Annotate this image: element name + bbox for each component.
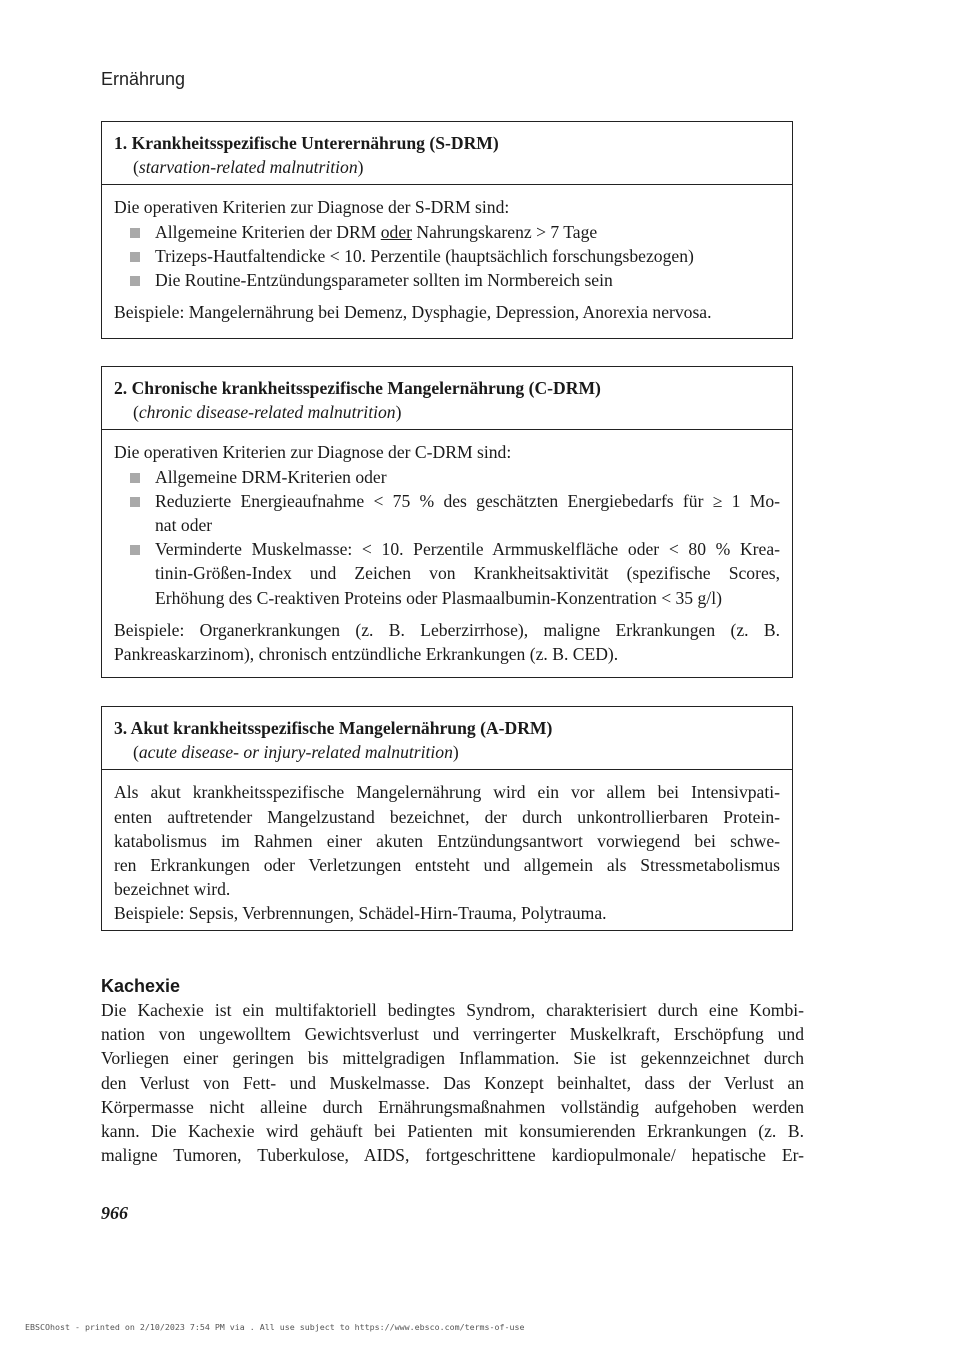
- kachexie-section: [101, 974, 804, 1167]
- sdrm-bullet1-underlined: oder: [380, 221, 412, 242]
- cdrm-examples-line2: Pankreaskarzinom), chronisch entzündliche Erkrankungen (z. B. CED).: [114, 644, 619, 665]
- square-bullet-icon: [130, 545, 140, 555]
- adrm-subtitle: (acute disease- or injury-related malnutrition): [133, 742, 459, 763]
- adrm-examples: Beispiele: Sepsis, Verbrennungen, Schädel-Hirn-Trauma, Polytrauma.: [114, 903, 607, 924]
- sdrm-box-header: [102, 122, 792, 185]
- footer-notice: EBSCOhost - printed on 2/10/2023 7:54 PM via . All use subject to https://www.ebsco.com/terms-of-use: [25, 1322, 525, 1332]
- square-bullet-icon: [130, 228, 140, 238]
- square-bullet-icon: [130, 497, 140, 507]
- cdrm-box-header: [102, 367, 792, 430]
- kachexie-line5: Körpermasse nicht alleine durch Ernährungsmaßnahmen vollständig aufgehoben werden: [101, 1096, 804, 1117]
- adrm-subtitle-text: acute disease- or injury-related malnutrition: [138, 742, 453, 763]
- sdrm-bullet1-post: Nahrungskarenz > 7 Tage: [412, 221, 598, 242]
- sdrm-bullet2: Trizeps-Hautfaltendicke < 10. Perzentile (hauptsächlich forschungsbezogen): [155, 245, 694, 266]
- kachexie-line2: nation von ungewolltem Gewichtsverlust und verringerter Muskelkraft, Erschöpfung und: [101, 1024, 804, 1045]
- sdrm-box-body: [102, 185, 792, 327]
- cdrm-bullet1: Allgemeine DRM-Kriterien oder: [155, 466, 387, 487]
- cdrm-examples: [114, 618, 780, 666]
- kachexie-paragraph: [101, 998, 804, 1167]
- cdrm-subtitle: (chronic disease-related malnutrition): [133, 402, 402, 423]
- square-bullet-icon: [130, 276, 140, 286]
- adrm-box: [101, 706, 793, 931]
- list-item: [114, 244, 780, 268]
- sdrm-subtitle: (starvation-related malnutrition): [133, 157, 364, 178]
- adrm-box-header: [102, 707, 792, 770]
- sdrm-box: [101, 121, 793, 339]
- cdrm-bullet3-line2: tinin-Größen-Index und Zeichen von Krankheitsaktivität (spezifische Scores,: [155, 563, 780, 584]
- cdrm-box-body: [102, 430, 792, 669]
- cdrm-title: 2. Chronische krankheitsspezifische Mangelernährung (C-DRM): [114, 378, 601, 398]
- cdrm-bullet3-line3: Erhöhung des C-reaktiven Proteins oder Plasmaalbumin-Konzentration < 35 g/l): [155, 587, 722, 608]
- adrm-box-body: [102, 770, 792, 928]
- kachexie-heading: Kachexie: [101, 976, 181, 996]
- list-item: [114, 537, 780, 610]
- sdrm-intro: Die operativen Kriterien zur Diagnose der S-DRM sind:: [114, 197, 510, 218]
- adrm-title: 3. Akut krankheitsspezifische Mangelernährung (A-DRM): [114, 718, 553, 738]
- page-number: 966: [101, 1203, 128, 1223]
- list-item: [114, 220, 780, 244]
- sdrm-title: 1. Krankheitsspezifische Unterernährung (S-DRM): [114, 133, 499, 153]
- adrm-text-line1: Als akut krankheitsspezifische Mangelernährung wird ein vor allem bei Intensivpati-: [114, 782, 780, 803]
- square-bullet-icon: [130, 252, 140, 262]
- kachexie-line6: kann. Die Kachexie wird gehäuft bei Patienten mit konsumierenden Erkrankungen (z. B.: [101, 1121, 804, 1142]
- kachexie-line7: maligne Tumoren, Tuberkulose, AIDS, fortgeschrittene kardiopulmonale/ hepatische Er-: [101, 1145, 804, 1166]
- running-head: Ernährung: [101, 69, 186, 89]
- sdrm-examples: Beispiele: Mangelernährung bei Demenz, Dysphagie, Depression, Anorexia nervosa.: [114, 302, 712, 323]
- sdrm-subtitle-text: starvation-related malnutrition: [138, 157, 358, 178]
- adrm-text-line4: ren Erkrankungen oder Verletzungen entsteht und allgemein als Stressmetabolismus: [114, 855, 780, 876]
- adrm-text-line5: bezeichnet wird.: [114, 879, 231, 900]
- list-item: [114, 489, 780, 537]
- adrm-text-line3: katabolismus im Rahmen einer akuten Entzündungsantwort vorwiegend bei schwe-: [114, 830, 780, 851]
- adrm-text-line2: enten auftretender Mangelzustand bezeichnet, der durch unkontrollierbaren Protein-: [114, 806, 780, 827]
- cdrm-bullet3-line1: Verminderte Muskelmasse: < 10. Perzentile Armmuskelfläche oder < 80 % Krea-: [155, 539, 780, 560]
- square-bullet-icon: [130, 473, 140, 483]
- kachexie-line4: den Verlust von Fett- und Muskelmasse. Das Konzept beinhaltet, dass der Verlust an: [101, 1072, 804, 1093]
- list-item: [114, 268, 780, 292]
- list-item: [114, 465, 780, 489]
- kachexie-line1: Die Kachexie ist ein multifaktoriell bedingtes Syndrom, charakterisiert durch eine Kombi-: [101, 1000, 804, 1020]
- kachexie-line3: Vorliegen einer geringen bis mittelgradigen Inflammation. Sie ist gekennzeichnet durch: [101, 1048, 804, 1069]
- sdrm-bullet3: Die Routine-Entzündungsparameter sollten im Normbereich sein: [155, 270, 613, 291]
- cdrm-examples-line1: Beispiele: Organerkrankungen (z. B. Leberzirrhose), maligne Erkrankungen (z. B.: [114, 619, 780, 640]
- cdrm-criteria-list: [114, 465, 780, 610]
- cdrm-subtitle-text: chronic disease-related malnutrition: [138, 402, 396, 423]
- cdrm-intro: Die operativen Kriterien zur Diagnose der C-DRM sind:: [114, 442, 512, 463]
- sdrm-criteria-list: [114, 220, 780, 293]
- adrm-text: [114, 780, 780, 925]
- cdrm-box: [101, 366, 793, 678]
- sdrm-bullet1-pre: Allgemeine Kriterien der DRM: [155, 221, 381, 242]
- cdrm-bullet2-line2: nat oder: [155, 515, 213, 536]
- cdrm-bullet2-line1: Reduzierte Energieaufnahme < 75 % des geschätzten Energiebedarfs für ≥ 1 Mo-: [155, 490, 780, 511]
